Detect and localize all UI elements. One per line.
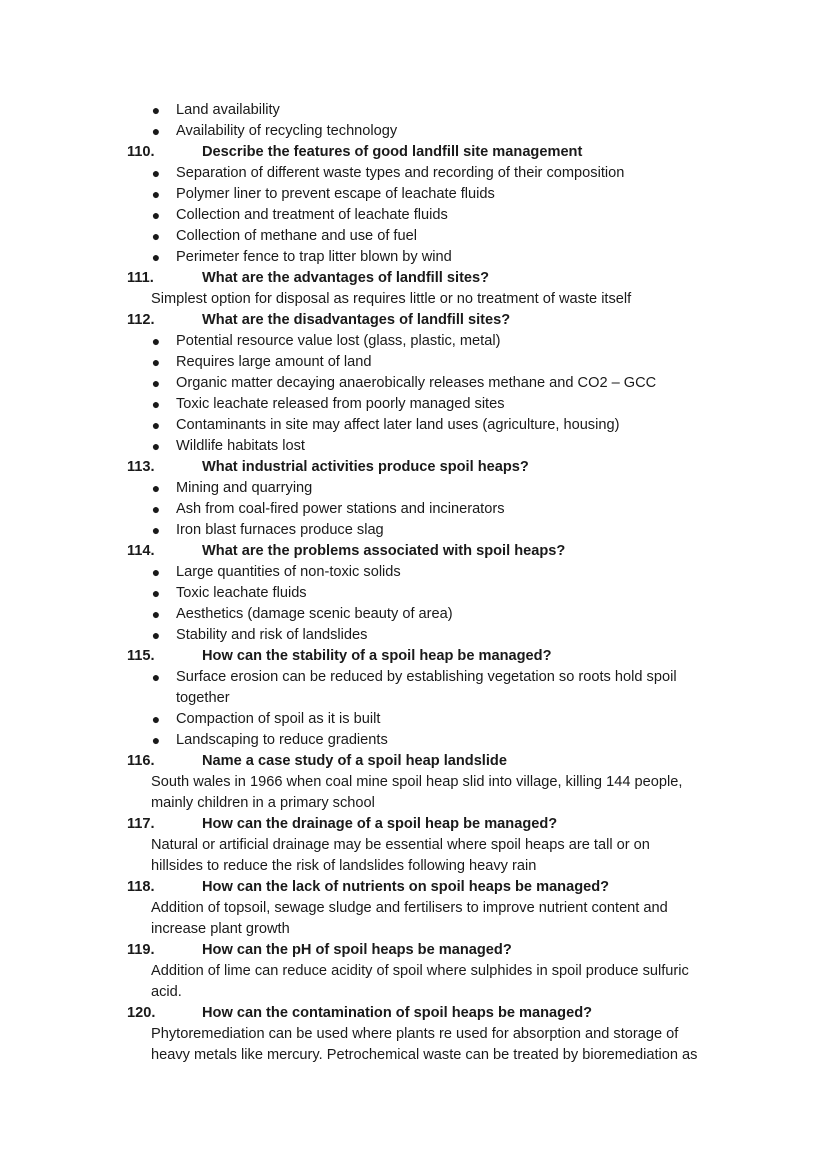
bullet-text: Surface erosion can be reduced by establishing vegetation so roots hold spoil	[176, 669, 677, 685]
bullet-icon: ●	[151, 480, 161, 496]
answer-line	[0, 961, 828, 982]
answer-line	[0, 835, 828, 856]
answer-text: South wales in 1966 when coal mine spoil heap slid into village, killing 144 people,	[151, 774, 683, 790]
question-text: How can the pH of spoil heaps be managed?	[202, 942, 512, 958]
question-heading	[0, 940, 828, 961]
answer-text: mainly children in a primary school	[151, 795, 375, 811]
answer-text: Addition of lime can reduce acidity of spoil where sulphides in spoil produce sulfuric	[151, 963, 689, 979]
bullet-icon: ●	[151, 711, 161, 727]
answer-text: Addition of topsoil, sewage sludge and fertilisers to improve nutrient content and	[151, 900, 668, 916]
question-text: What are the problems associated with spoil heaps?	[202, 543, 566, 559]
answer-line	[0, 982, 828, 1003]
question-heading	[0, 646, 828, 667]
bullet-item	[0, 436, 828, 457]
bullet-icon: ●	[151, 123, 161, 139]
answer-text: Simplest option for disposal as requires little or no treatment of waste itself	[151, 291, 632, 307]
question-number: 114.	[127, 543, 155, 559]
bullet-item	[0, 709, 828, 730]
bullet-text: Wildlife habitats lost	[176, 438, 305, 454]
question-number: 111.	[127, 270, 154, 286]
bullet-item	[0, 730, 828, 751]
bullet-icon: ●	[151, 354, 161, 370]
bullet-text: Iron blast furnaces produce slag	[176, 522, 384, 538]
answer-line	[0, 289, 828, 310]
bullet-text: Perimeter fence to trap litter blown by wind	[176, 249, 452, 265]
bullet-item	[0, 604, 828, 625]
bullet-icon: ●	[151, 606, 161, 622]
bullet-item	[0, 499, 828, 520]
bullet-icon: ●	[151, 333, 161, 349]
bullet-text: Stability and risk of landslides	[176, 627, 368, 643]
bullet-item	[0, 226, 828, 247]
answer-text: Phytoremediation can be used where plants re used for absorption and storage of	[151, 1026, 679, 1042]
question-number: 113.	[127, 459, 155, 475]
bullet-icon: ●	[151, 501, 161, 517]
bullet-icon: ●	[151, 165, 161, 181]
bullet-item	[0, 625, 828, 646]
bullet-item	[0, 352, 828, 373]
bullet-text: Landscaping to reduce gradients	[176, 732, 388, 748]
bullet-text: Availability of recycling technology	[176, 123, 398, 139]
question-heading	[0, 457, 828, 478]
bullet-text: Land availability	[176, 102, 280, 118]
bullet-icon: ●	[151, 396, 161, 412]
question-text: Name a case study of a spoil heap landslide	[202, 753, 507, 769]
bullet-icon: ●	[151, 375, 161, 391]
bullet-item	[0, 247, 828, 268]
bullet-text: Toxic leachate released from poorly managed sites	[176, 396, 505, 412]
bullet-icon: ●	[151, 585, 161, 601]
bullet-text: Ash from coal-fired power stations and incinerators	[176, 501, 505, 517]
bullet-text: Polymer liner to prevent escape of leachate fluids	[176, 186, 495, 202]
bullet-icon: ●	[151, 564, 161, 580]
answer-line	[0, 793, 828, 814]
bullet-text: Collection of methane and use of fuel	[176, 228, 417, 244]
question-number: 119.	[127, 942, 155, 958]
bullet-item	[0, 205, 828, 226]
bullet-text: Large quantities of non-toxic solids	[176, 564, 401, 580]
bullet-item	[0, 100, 828, 121]
question-number: 112.	[127, 312, 155, 328]
answer-line	[0, 1045, 828, 1066]
bullet-text: Contaminants in site may affect later land uses (agriculture, housing)	[176, 417, 620, 433]
bullet-icon: ●	[151, 732, 161, 748]
bullet-item	[0, 394, 828, 415]
question-number: 110.	[127, 144, 155, 160]
question-heading	[0, 268, 828, 289]
bullet-icon: ●	[151, 207, 161, 223]
answer-text: Natural or artificial drainage may be essential where spoil heaps are tall or on	[151, 837, 650, 853]
question-heading	[0, 541, 828, 562]
bullet-icon: ●	[151, 627, 161, 643]
bullet-icon: ●	[151, 669, 161, 685]
bullet-item	[0, 373, 828, 394]
bullet-text: Separation of different waste types and recording of their composition	[176, 165, 625, 181]
bullet-text: Mining and quarrying	[176, 480, 313, 496]
bullet-text: Aesthetics (damage scenic beauty of area)	[176, 606, 453, 622]
bullet-icon: ●	[151, 249, 161, 265]
answer-line	[0, 1024, 828, 1045]
question-heading	[0, 877, 828, 898]
question-text: How can the lack of nutrients on spoil heaps be managed?	[202, 879, 610, 895]
bullet-text: Collection and treatment of leachate fluids	[176, 207, 448, 223]
bullet-item	[0, 478, 828, 499]
answer-text: acid.	[151, 984, 182, 1000]
bullet-item	[0, 562, 828, 583]
bullet-text: Requires large amount of land	[176, 354, 372, 370]
question-text: What industrial activities produce spoil heaps?	[202, 459, 529, 475]
bullet-icon: ●	[151, 102, 161, 118]
answer-line	[0, 772, 828, 793]
bullet-text: Organic matter decaying anaerobically releases methane and CO2 – GCC	[176, 375, 657, 391]
question-text: How can the drainage of a spoil heap be managed?	[202, 816, 558, 832]
answer-line	[0, 898, 828, 919]
bullet-item	[0, 121, 828, 142]
question-number: 116.	[127, 753, 155, 769]
bullet-text: Compaction of spoil as it is built	[176, 711, 381, 727]
question-text: What are the disadvantages of landfill sites?	[202, 312, 511, 328]
bullet-icon: ●	[151, 438, 161, 454]
bullet-text: Toxic leachate fluids	[176, 585, 307, 601]
bullet-item	[0, 667, 828, 688]
bullet-item	[0, 415, 828, 436]
answer-text: heavy metals like mercury. Petrochemical waste can be treated by bioremediation as	[151, 1047, 698, 1063]
question-text: What are the advantages of landfill sites?	[202, 270, 490, 286]
bullet-item	[0, 520, 828, 541]
question-number: 118.	[127, 879, 155, 895]
bullet-text: Potential resource value lost (glass, plastic, metal)	[176, 333, 501, 349]
bullet-icon: ●	[151, 228, 161, 244]
answer-text: hillsides to reduce the risk of landslides following heavy rain	[151, 858, 537, 874]
document-page	[0, 100, 828, 1066]
bullet-icon: ●	[151, 186, 161, 202]
question-heading	[0, 751, 828, 772]
answer-line	[0, 919, 828, 940]
question-text: How can the contamination of spoil heaps be managed?	[202, 1005, 593, 1021]
question-heading	[0, 814, 828, 835]
bullet-item	[0, 331, 828, 352]
question-number: 117.	[127, 816, 155, 832]
bullet-icon: ●	[151, 522, 161, 538]
bullet-item	[0, 583, 828, 604]
bullet-icon: ●	[151, 417, 161, 433]
question-heading	[0, 1003, 828, 1024]
bullet-item	[0, 163, 828, 184]
bullet-continuation	[0, 688, 828, 709]
question-number: 120.	[127, 1005, 156, 1021]
answer-text: increase plant growth	[151, 921, 290, 937]
bullet-item	[0, 184, 828, 205]
question-text: How can the stability of a spoil heap be managed?	[202, 648, 552, 664]
answer-line	[0, 856, 828, 877]
question-heading	[0, 142, 828, 163]
question-number: 115.	[127, 648, 155, 664]
bullet-continuation-text: together	[176, 690, 230, 706]
question-text: Describe the features of good landfill site management	[202, 144, 583, 160]
question-heading	[0, 310, 828, 331]
